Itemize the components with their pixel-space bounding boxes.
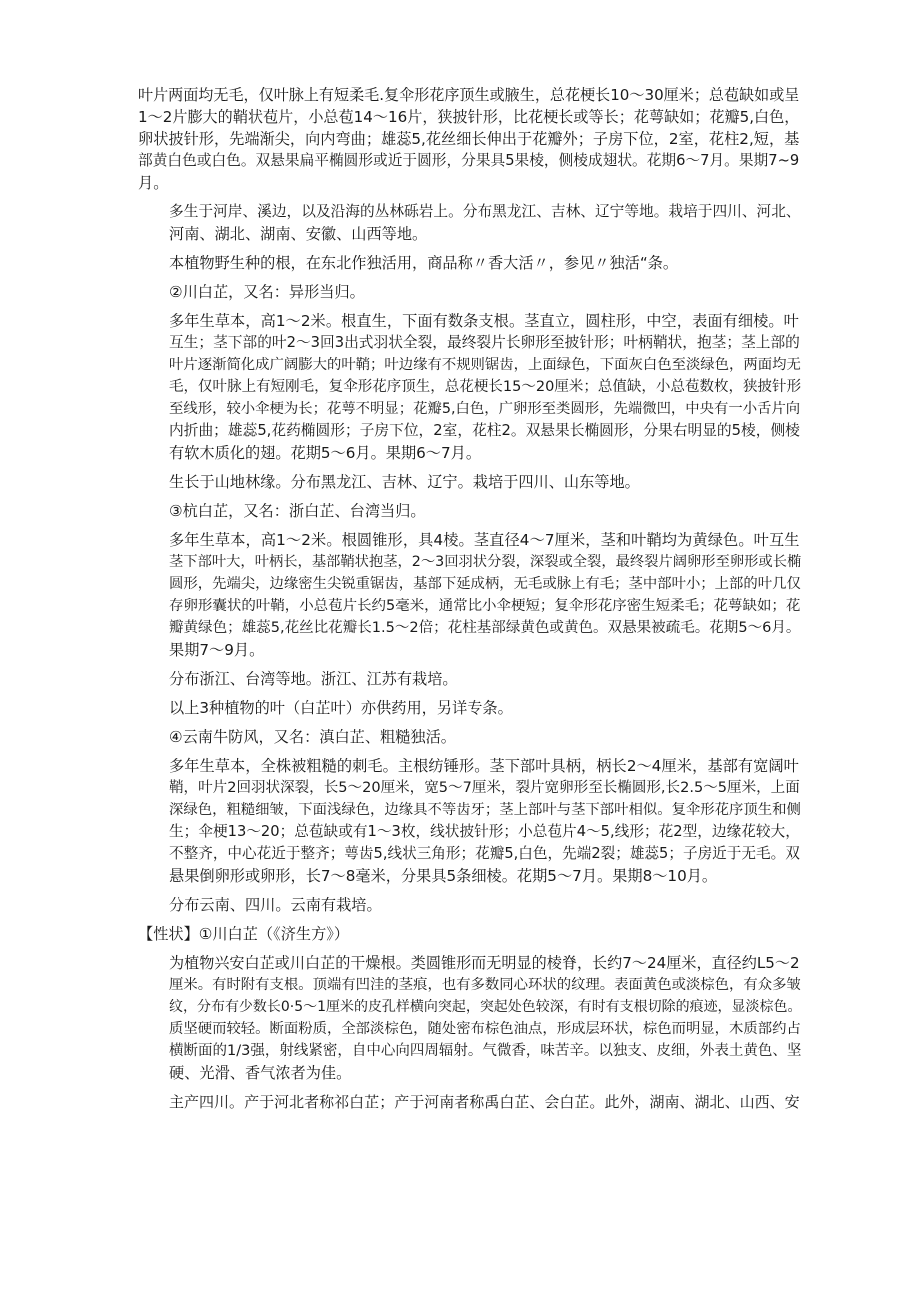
- text-line: 【性状】①川白芷（《济生方》）: [138, 925, 350, 943]
- text-line: 多年生草本，高1～2米。根直生，下面有数条支根。茎直立，圆柱形，中空，表面有细棱。叶: [169, 312, 799, 330]
- text-line: 横断面的1/3强，射线紧密，自中心向四周辐射。气微香，味苦辛。以独支、皮细，外表土黄色、坚: [169, 1043, 802, 1059]
- text-line: 质坚硬而较轻。断面粉质，全部淡棕色，随处密布棕色油点，形成层环状，棕色而明显，木质部约占: [169, 1021, 801, 1037]
- text-line: 不整齐，中心花近于整齐；萼齿5,线状三角形；花瓣5,白色，先端2裂；雄蕊5；子房近于无毛。双: [169, 845, 800, 862]
- paragraph: [138, 252, 799, 274]
- text-line: 河南、湖北、湖南、安徽、山西等地。: [169, 225, 428, 243]
- paragraph: [138, 500, 799, 522]
- text-line: 存卵形囊状的叶鞘，小总苞片长约5毫米，通常比小伞梗短；复伞形花序密生短柔毛；花萼缺如；花: [169, 598, 801, 614]
- paragraph: [138, 697, 799, 719]
- paragraph: [138, 201, 799, 245]
- paragraph: [138, 668, 799, 690]
- text-line: 毛，仅叶脉上有短刚毛，复伞形花序顶生，总花梗长15～20厘米；总值缺，小总苞数枚，狭披针形: [169, 379, 802, 395]
- text-line: ④云南牛防风，又名：滇白芷、粗糙独活。: [169, 728, 456, 746]
- text-line: 果期7～9月。: [169, 641, 265, 659]
- paragraph: [138, 894, 799, 916]
- text-line: 1～2片膨大的鞘状苞片，小总苞14～16片，狭披针形，比花梗长或等长；花萼缺如；花瓣5,白色，: [138, 108, 800, 126]
- text-line: 以上3种植物的叶（白芷叶）亦供药用，另详专条。: [169, 699, 513, 717]
- paragraph: [138, 923, 799, 945]
- paragraph: [138, 1091, 799, 1113]
- text-line: 主产四川。产于河北者称祁白芷；产于河南者称禹白芷、会白芷。此外，湖南、湖北、山西、安: [169, 1093, 800, 1111]
- text-line: 纹，分布有少数长0·5～1厘米的皮孔样横向突起，突起处色较深，有时有支根切除的痕迹，显淡棕色。: [169, 999, 802, 1015]
- text-line: 叶片逐渐简化成广阔膨大的叶鞘；叶边缘有不规则锯齿，上面绿色，下面灰白色至淡绿色，两面均无: [169, 357, 801, 373]
- text-line: 互生；茎下部的叶2～3回3出式羽状全裂，最终裂片长卵形至披针形；叶柄鞘状，抱茎；茎上部的: [169, 334, 800, 351]
- text-line: ②川白芷，又名：异形当归。: [169, 283, 365, 301]
- text-line: 瓣黄绿色；雄蕊5,花丝比花瓣长1.5～2倍；花柱基部绿黄色或黄色。双悬果被疏毛。花期5～6月。: [169, 620, 801, 636]
- text-line: 为植物兴安白芷或川白芷的干燥根。类圆锥形而无明显的棱脊，长约7～24厘米，直径约L5～2: [169, 954, 800, 972]
- text-line: 茎下部叶大，叶柄长，基部鞘状抱茎，2～3回羽状分裂，深裂或全裂，最终裂片阔卵形至卵形或长椭: [169, 554, 802, 570]
- paragraph: [138, 471, 799, 493]
- text-line: 多生于河岸、溪边，以及沿海的丛林砾岩上。分布黑龙江、吉林、辽宁等地。栽培于四川、河北、: [169, 203, 801, 220]
- paragraph: [138, 755, 799, 887]
- text-line: 悬果倒卵形或卵形，长7～8毫米，分果具5条细棱。花期5～7月。果期8～10月。: [169, 867, 718, 885]
- text-line: 月。: [138, 174, 169, 192]
- text-line: 多年生草本，高1～2米。根圆锥形，具4棱。茎直径4～7厘米，茎和叶鞘均为黄绿色。叶互生: [169, 531, 800, 549]
- text-line: 有软木质化的翅。花期5～6月。果期6～7月。: [169, 444, 482, 462]
- text-line: 分布云南、四川。云南有栽培。: [169, 896, 382, 914]
- text-line: 本植物野生种的根，在东北作独活用，商品称〃香大活〃，参见〃独活“条。: [169, 254, 679, 272]
- text-line: 生长于山地林缘。分布黑龙江、吉林、辽宁。栽培于四川、山东等地。: [169, 473, 640, 491]
- paragraph: [138, 310, 802, 464]
- text-line: 生；伞梗13～20；总苞缺或有1～3枚，线状披针形；小总苞片4～5,线形；花2型，边缘花较大，: [169, 823, 800, 840]
- paragraph: [138, 281, 799, 303]
- text-line: 深绿色，粗糙细皱，下面浅绿色，边缘具不等齿牙；茎上部叶与茎下部叶相似。复伞形花序顶生和侧: [169, 802, 801, 818]
- paragraph: [138, 726, 799, 748]
- text-line: 叶片两面均无毛，仅叶脉上有短柔毛.复伞形花序顶生或腋生，总花梗长10～30厘米；总苞缺如或呈: [138, 86, 800, 104]
- text-line: 多年生草本，全株被粗糙的刺毛。主根纺锤形。茎下部叶具柄，柄长2～4厘米，基部有宽阔叶: [169, 757, 799, 775]
- text-line: 圆形，先端尖，边缘密生尖锐重锯齿，基部下延成柄，无毛或脉上有毛；茎中部叶小；上部的叶几仅: [169, 576, 801, 592]
- paragraph: [138, 952, 802, 1084]
- paragraph: [138, 529, 802, 661]
- text-line: 鞘，叶片2回羽状深裂，长5～20厘米，宽5～7厘米，裂片宽卵形至长椭圆形,长2.5～5厘米，上面: [169, 779, 800, 796]
- paragraph: [138, 84, 799, 194]
- text-line: ③杭白芷，又名：浙白芷、台湾当归。: [169, 502, 426, 520]
- text-line: 内折曲；雄蕊5,花药椭圆形；子房下位，2室，花柱2。双悬果长椭圆形，分果右明显的5棱，侧棱: [169, 422, 800, 439]
- text-line: 分布浙江、台湾等地。浙江、江苏有栽培。: [169, 670, 458, 688]
- text-line: 硬、光滑、香气浓者为佳。: [169, 1064, 352, 1082]
- text-line: 卵状披针形，先端渐尖，向内弯曲；雄蕊5,花丝细长伸出于花瓣外；子房下位，2室，花柱2,短，基: [138, 130, 800, 148]
- text-line: 部黄白色或白色。双悬果扁平椭圆形或近于圆形，分果具5果棱，侧棱成翅状。花期6～7月。果期7~9: [138, 152, 800, 169]
- text-line: 至线形，较小伞梗为长；花萼不明显；花瓣5,白色，广卵形至类圆形，先端微凹，中央有一小舌片向: [169, 401, 801, 417]
- text-line: 厘米。有时附有支根。顶端有凹洼的茎痕，也有多数同心环状的纹理。表面黄色或淡棕色，有众多皱: [169, 977, 801, 993]
